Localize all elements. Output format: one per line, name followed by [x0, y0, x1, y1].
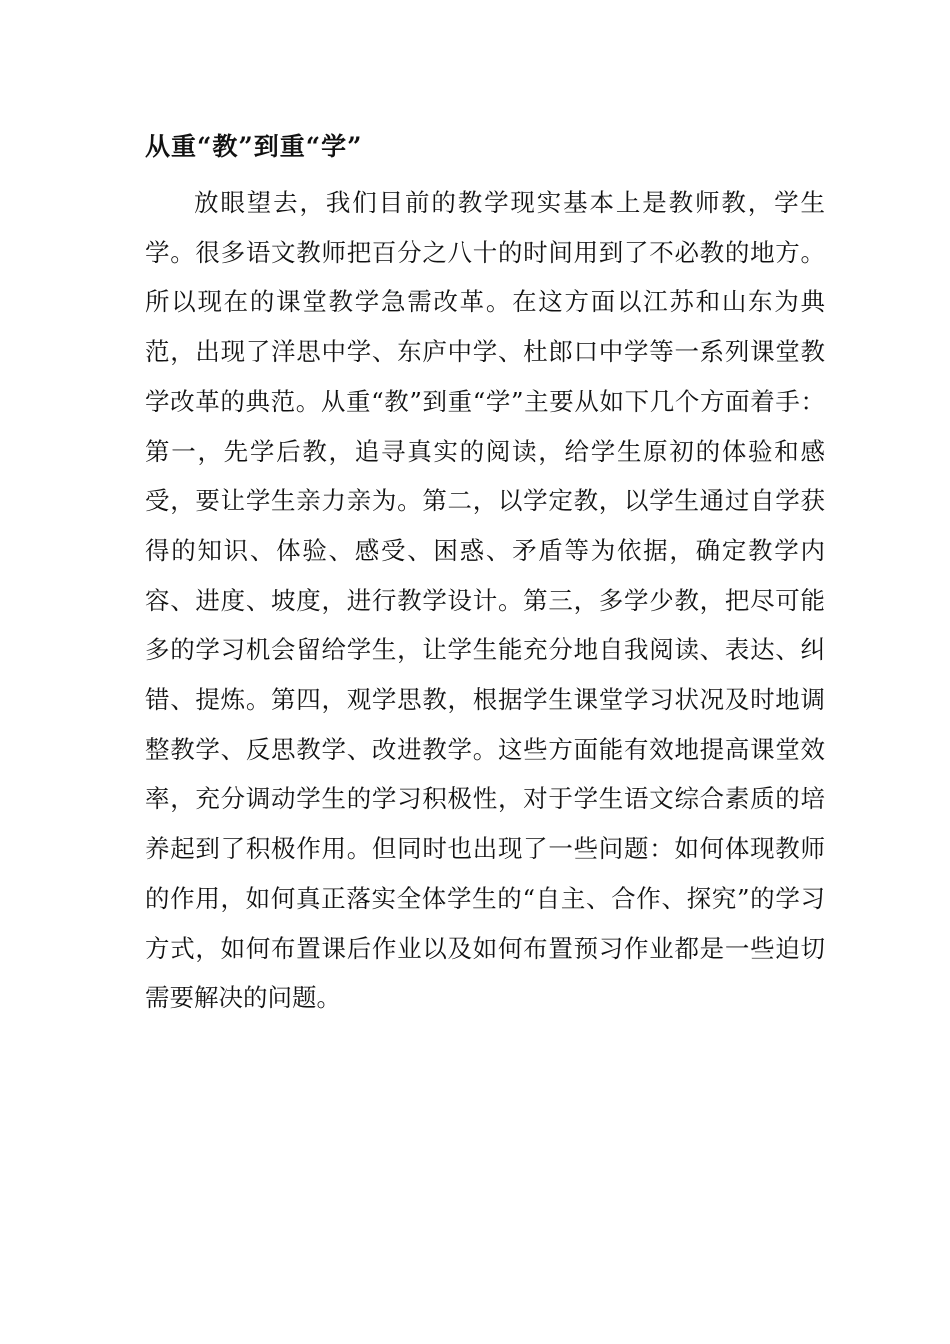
body-paragraph: 放眼望去，我们目前的教学现实基本上是教师教，学生学。很多语文教师把百分之八十的时间用到了不必教的地方。所以现在的课堂教学急需改革。在这方面以江苏和山东为典范，出现了洋思中学、东庐中学、杜郎口中学等一系列课堂教学改革的典范。从重“教”到重“学”主要从如下几个方面着手：第一，先学后教，追寻真实的阅读，给学生原初的体验和感受，要让学生亲力亲为。第二，以学定教，以学生通过自学获得的知识、体验、感受、困惑、矛盾等为依据，确定教学内容、进度、坡度，进行教学设计。第三，多学少教，把尽可能多的学习机会留给学生，让学生能充分地自我阅读、表达、纠错、提炼。第四，观学思教，根据学生课堂学习状况及时地调整教学、反思教学、改进教学。这些方面能有效地提高课堂效率，充分调动学生的学习积极性，对于学生语文综合素质的培养起到了积极作用。但同时也出现了一些问题：如何体现教师的作用，如何真正落实全体学生的“自主、合作、探究”的学习方式，如何布置课后作业以及如何布置预习作业都是一些迫切需要解决的问题。: [145, 188, 825, 1013]
document-content: [145, 128, 825, 1023]
document-title: 从重“教”到重“学”: [145, 132, 363, 161]
